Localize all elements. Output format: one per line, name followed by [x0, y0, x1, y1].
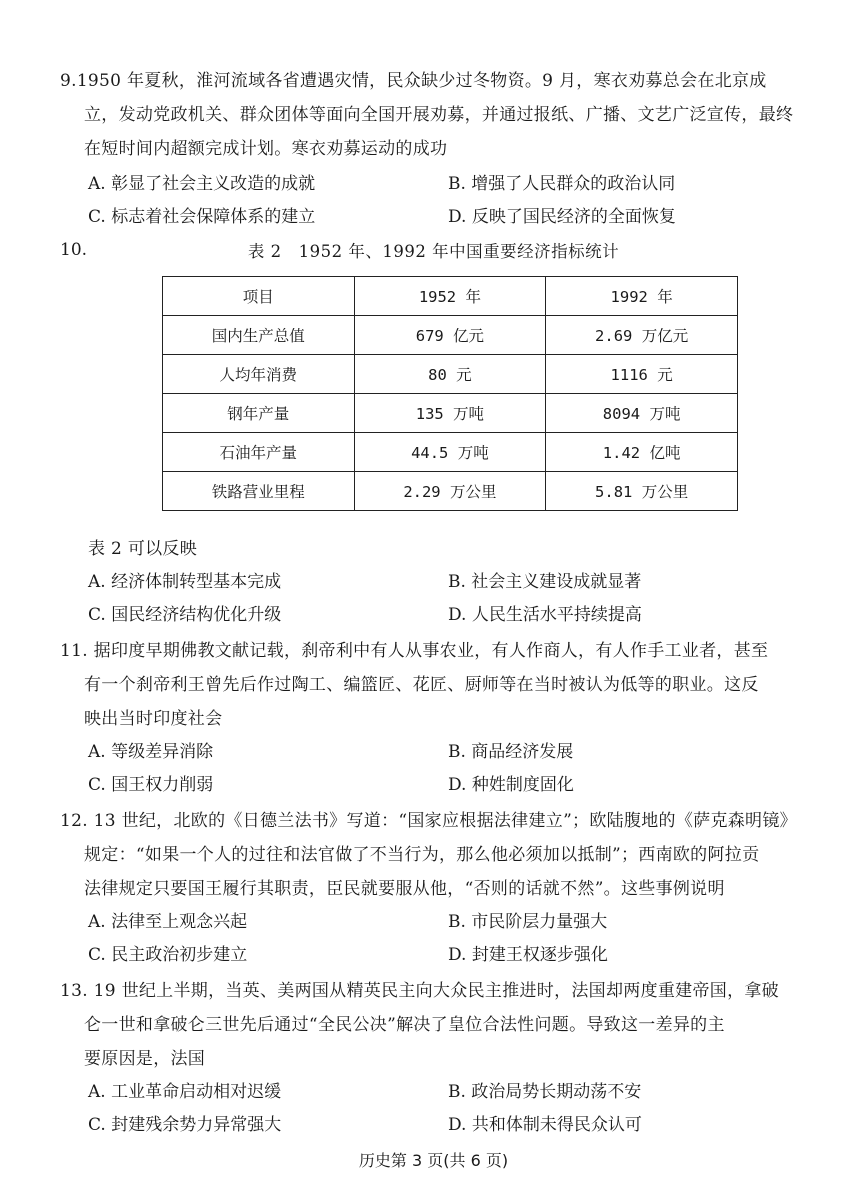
table-2-title: 表 2 1952 年、1992 年中国重要经济指标统计 [247, 242, 620, 261]
question-11-line-3: 映出当时印度社会 [84, 709, 223, 729]
table-cell: 44.5 万吨 [354, 433, 546, 472]
question-12-stem [60, 804, 820, 906]
economic-indicators-table [162, 276, 738, 511]
question-12-option-c[interactable]: C. 民主政治初步建立 [88, 945, 248, 965]
question-13-options [88, 1076, 808, 1142]
question-9-line-1: 9.1950 年夏秋，淮河流域各省遭遇灾情，民众缺少过冬物资。9 月，寒衣劝募总会在北京成 [60, 71, 767, 91]
question-10-option-c[interactable]: C. 国民经济结构优化升级 [88, 605, 282, 625]
table-row [163, 433, 738, 472]
question-11-line-1: 11. 据印度早期佛教文献记载，刹帝利中有人从事农业，有人作商人，有人作手工业者，甚至 [60, 641, 769, 661]
question-9-line-3: 在短时间内超额完成计划。寒衣劝募运动的成功 [84, 139, 448, 159]
table-cell: 2.69 万亿元 [546, 316, 738, 355]
question-9-option-a[interactable]: A. 彰显了社会主义改造的成就 [88, 174, 316, 194]
table-row [163, 355, 738, 394]
question-11-option-d[interactable]: D. 种姓制度固化 [448, 775, 574, 795]
question-9-line-2: 立，发动党政机关、群众团体等面向全国开展劝募，并通过报纸、广播、文艺广泛宣传，最终 [84, 105, 794, 125]
table-header-cell: 项目 [163, 277, 355, 316]
table-cell: 2.29 万公里 [354, 472, 546, 511]
question-13-stem [60, 974, 820, 1076]
table-cell: 679 亿元 [354, 316, 546, 355]
table-row [163, 394, 738, 433]
question-9-option-d[interactable]: D. 反映了国民经济的全面恢复 [448, 207, 676, 227]
question-10-options [88, 566, 808, 632]
table-cell: 5.81 万公里 [546, 472, 738, 511]
question-10-stem [88, 532, 848, 566]
table-cell: 8094 万吨 [546, 394, 738, 433]
question-10-option-d[interactable]: D. 人民生活水平持续提高 [448, 605, 642, 625]
question-9-option-c[interactable]: C. 标志着社会保障体系的建立 [88, 207, 316, 227]
table-header-cell: 1992 年 [546, 277, 738, 316]
question-11-option-a[interactable]: A. 等级差异消除 [88, 742, 214, 762]
question-13-line-1: 13. 19 世纪上半期，当英、美两国从精英民主向大众民主推进时，法国却两度重建帝国，拿破 [60, 981, 779, 1001]
question-13-option-d[interactable]: D. 共和体制未得民众认可 [448, 1115, 642, 1135]
question-10-option-b[interactable]: B. 社会主义建设成就显著 [448, 572, 642, 592]
table-cell: 135 万吨 [354, 394, 546, 433]
table-header-cell: 1952 年 [354, 277, 546, 316]
question-11-options [88, 736, 808, 802]
question-9-option-b[interactable]: B. 增强了人民群众的政治认同 [448, 174, 676, 194]
question-11-stem [60, 634, 820, 736]
table-cell: 1116 元 [546, 355, 738, 394]
table-cell: 石油年产量 [163, 433, 355, 472]
question-13-option-a[interactable]: A. 工业革命启动相对迟缓 [88, 1082, 282, 1102]
table-cell: 钢年产量 [163, 394, 355, 433]
table-cell: 国内生产总值 [163, 316, 355, 355]
table-header-row [163, 277, 738, 316]
question-9-stem [60, 64, 820, 166]
question-12-option-d[interactable]: D. 封建王权逐步强化 [448, 945, 608, 965]
question-11-option-b[interactable]: B. 商品经济发展 [448, 742, 574, 762]
question-13-line-3: 要原因是，法国 [84, 1049, 206, 1069]
question-13-option-c[interactable]: C. 封建残余势力异常强大 [88, 1115, 282, 1135]
table-cell: 1.42 亿吨 [546, 433, 738, 472]
question-10-stem-text: 表 2 可以反映 [88, 539, 198, 559]
question-10-option-a[interactable]: A. 经济体制转型基本完成 [88, 572, 282, 592]
table-row [163, 316, 738, 355]
page-footer: 历史第 3 页(共 6 页) [358, 1151, 509, 1170]
question-12-option-b[interactable]: B. 市民阶层力量强大 [448, 912, 608, 932]
question-11-line-2: 有一个刹帝利王曾先后作过陶工、编篮匠、花匠、厨师等在当时被认为低等的职业。这反 [84, 675, 759, 695]
question-13-line-2: 仑一世和拿破仑三世先后通过“全民公决”解决了皇位合法性问题。导致这一差异的主 [84, 1015, 725, 1035]
question-11-option-c[interactable]: C. 国王权力削弱 [88, 775, 214, 795]
question-9-options [88, 168, 808, 234]
table-cell: 人均年消费 [163, 355, 355, 394]
table-row [163, 472, 738, 511]
question-12-options [88, 906, 808, 972]
question-12-option-a[interactable]: A. 法律至上观念兴起 [88, 912, 248, 932]
question-12-line-2: 规定：“如果一个人的过往和法官做了不当行为，那么他必须加以抵制”；西南欧的阿拉贡 [84, 845, 760, 865]
table-cell: 80 元 [354, 355, 546, 394]
question-10-number: 10. [60, 240, 88, 260]
question-12-line-1: 12. 13 世纪，北欧的《日德兰法书》写道：“国家应根据法律建立”；欧陆腹地的《萨克森明镜》 [60, 811, 797, 831]
question-12-line-3: 法律规定只要国王履行其职责，臣民就要服从他，“否则的话就不然”。这些事例说明 [84, 879, 725, 899]
question-13-option-b[interactable]: B. 政治局势长期动荡不安 [448, 1082, 642, 1102]
table-cell: 铁路营业里程 [163, 472, 355, 511]
